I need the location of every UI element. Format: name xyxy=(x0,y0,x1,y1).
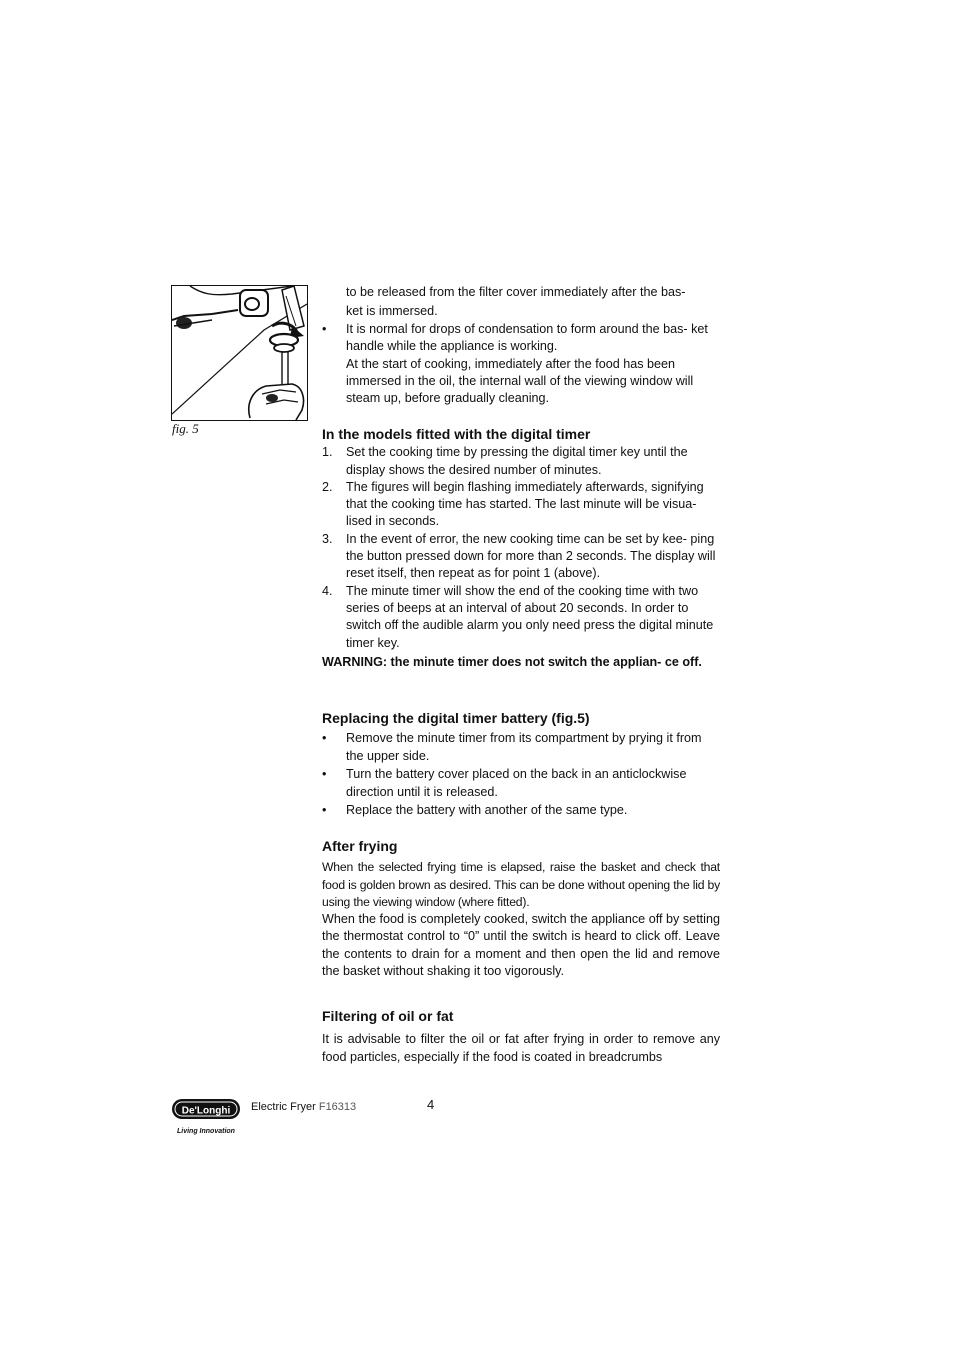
warning-text: WARNING: the minute timer does not switch the applian- ce off. xyxy=(322,654,702,669)
footer-code: F16313 xyxy=(318,1101,357,1113)
intro-continuation-line-2: ket is immersed. xyxy=(346,304,438,318)
battery-removal-illustration-icon xyxy=(172,286,307,420)
footer-product: Electric Fryer xyxy=(251,1101,316,1113)
intro-bullet-text: It is normal for drops of condensation to form around the bas- ket handle while the appliance is working. xyxy=(346,322,708,354)
filtering-section xyxy=(322,1008,720,1066)
list-item xyxy=(322,765,720,801)
list-item xyxy=(322,531,720,583)
list-number: 4. xyxy=(322,583,333,598)
list-item xyxy=(322,479,720,531)
filtering-paragraph: It is advisable to filter the oil or fat after frying in order to remove any food particles, especially if the food is coated in breadcrumbs xyxy=(322,1032,720,1065)
brand-logo xyxy=(171,1096,241,1136)
figure-5-illustration xyxy=(171,285,308,421)
footer-product-line xyxy=(251,1101,356,1113)
list-item-text: The minute timer will show the end of the cooking time with two series of beeps at an interval of about 20 seconds. In order to switch off the audible alarm you only need press the digital minute timer key. xyxy=(346,583,714,650)
page-number: 4 xyxy=(427,1097,435,1112)
section-heading: Replacing the digital timer battery (fig.5) xyxy=(322,710,590,726)
digital-timer-section xyxy=(322,426,720,672)
after-frying-section xyxy=(322,838,720,980)
list-number: 3. xyxy=(322,531,333,546)
list-item xyxy=(322,444,720,479)
svg-text:Living Innovation: Living Innovation xyxy=(177,1128,235,1135)
list-item xyxy=(322,321,720,356)
section-heading: Filtering of oil or fat xyxy=(322,1008,454,1024)
section-heading: After frying xyxy=(322,838,398,854)
delonghi-logo-icon xyxy=(171,1096,241,1136)
figure-caption: fig. 5 xyxy=(172,421,199,436)
list-item-text: In the event of error, the new cooking time can be set by kee- ping the button pressed down for more than 2 seconds. The display will reset itself, then repeat as for point 1 (above). xyxy=(346,531,716,581)
bullet-marker: • xyxy=(322,731,327,746)
intro-section xyxy=(322,283,720,407)
list-item-text: Replace the battery with another of the same type. xyxy=(346,803,628,818)
svg-text:De'Longhi: De'Longhi xyxy=(181,1105,231,1117)
battery-section xyxy=(322,710,720,819)
after-frying-paragraph-1: When the selected frying time is elapsed, raise the basket and check that food is golden brown as desired. This can be done without opening the lid by using the viewing window (where fitted). xyxy=(322,860,720,909)
bullet-marker: • xyxy=(322,803,327,818)
list-item xyxy=(322,801,720,819)
intro-paragraph: At the start of cooking, immediately after the food has been immersed in the oil, the internal wall of the viewing window will steam up, before gradually cleaning. xyxy=(346,356,694,406)
list-item xyxy=(322,583,720,652)
list-item-text: Remove the minute timer from its compartment by prying it from the upper side. xyxy=(346,731,702,764)
bullet-marker: • xyxy=(322,322,327,336)
intro-continuation-line-1: to be released from the filter cover immediately after the bas- xyxy=(346,285,686,299)
section-heading: In the models fitted with the digital timer xyxy=(322,426,591,442)
list-number: 1. xyxy=(322,445,333,460)
after-frying-paragraph-2: When the food is completely cooked, switch the appliance off by setting the thermostat control to “0” until the switch is heard to click off. Leave the contents to drain for a moment and then open the lid and remove the basket without shaking it too vigorously. xyxy=(322,912,720,979)
list-item-text: The figures will begin flashing immediately afterwards, signifying that the cooking time has started. The last minute will be visua- lised in seconds. xyxy=(346,479,704,529)
list-item-text: Turn the battery cover placed on the back in an anticlockwise direction until it is released. xyxy=(346,767,687,800)
bullet-marker: • xyxy=(322,767,327,782)
list-item xyxy=(322,729,720,765)
list-item-text: Set the cooking time by pressing the digital timer key until the display shows the desired number of minutes. xyxy=(346,445,688,477)
list-number: 2. xyxy=(322,479,333,494)
